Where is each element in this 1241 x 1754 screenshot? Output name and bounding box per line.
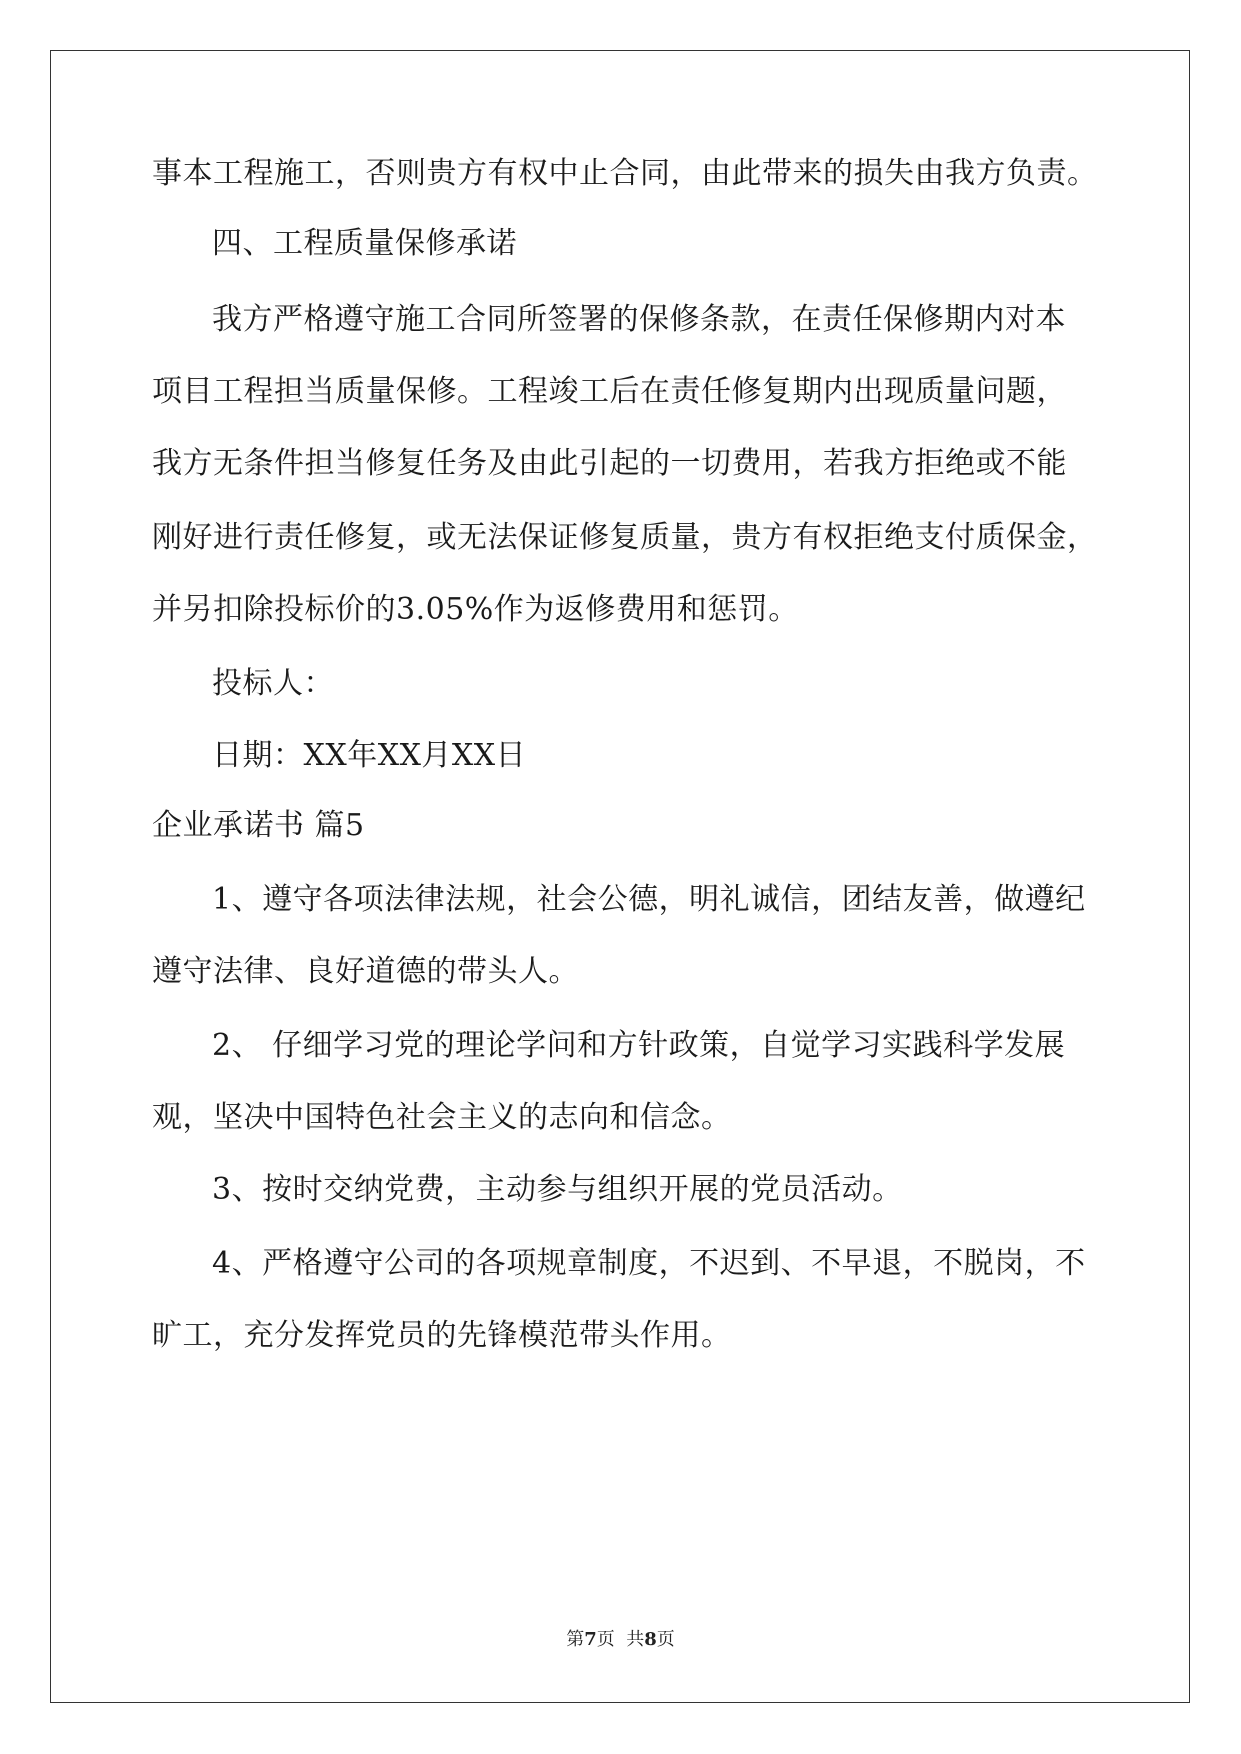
- text-line: 并另扣除投标价的3.05%作为返修费用和惩罚。: [152, 592, 799, 627]
- text-line: 观，坚决中国特色社会主义的志向和信念。: [152, 1100, 732, 1135]
- text-line: 3、按时交纳党费，主动参与组织开展的党员活动。: [212, 1172, 903, 1207]
- page-footer: [0, 1628, 1241, 1652]
- page-frame: [50, 50, 1190, 1703]
- bidder-label: 投标人：: [212, 666, 334, 701]
- page-suffix: 页: [656, 1629, 675, 1650]
- text-line: 项目工程担当质量保修。工程竣工后在责任修复期内出现质量问题，: [152, 374, 1067, 409]
- text-line: 旷工，充分发挥党员的先锋模范带头作用。: [152, 1318, 732, 1353]
- current-page-number: 7: [584, 1629, 597, 1650]
- section-heading: 四、工程质量保修承诺: [212, 226, 517, 261]
- text-line: 我方无条件担当修复任务及由此引起的一切费用，若我方拒绝或不能: [152, 446, 1067, 481]
- text-line: 遵守法律、良好道德的带头人。: [152, 954, 579, 989]
- page-prefix: 第: [566, 1629, 585, 1650]
- date-line: 日期：XX年XX月XX日: [212, 738, 527, 773]
- text-line: 我方严格遵守施工合同所签署的保修条款，在责任保修期内对本: [212, 302, 1066, 337]
- text-line: 刚好进行责任修复，或无法保证修复质量，贵方有权拒绝支付质保金，: [152, 520, 1098, 555]
- page-mid: 页 共: [596, 1629, 645, 1650]
- text-line: 2、 仔细学习党的理论学问和方针政策，自觉学习实践科学发展: [212, 1028, 1066, 1063]
- total-pages-number: 8: [644, 1629, 657, 1650]
- text-line: 1、遵守各项法律法规，社会公德，明礼诚信，团结友善，做遵纪: [212, 882, 1086, 917]
- text-line: 事本工程施工，否则贵方有权中止合同，由此带来的损失由我方负责。: [152, 156, 1098, 191]
- text-line: 4、严格遵守公司的各项规章制度，不迟到、不早退，不脱岗，不: [212, 1246, 1086, 1281]
- article-title: 企业承诺书 篇5: [152, 808, 365, 843]
